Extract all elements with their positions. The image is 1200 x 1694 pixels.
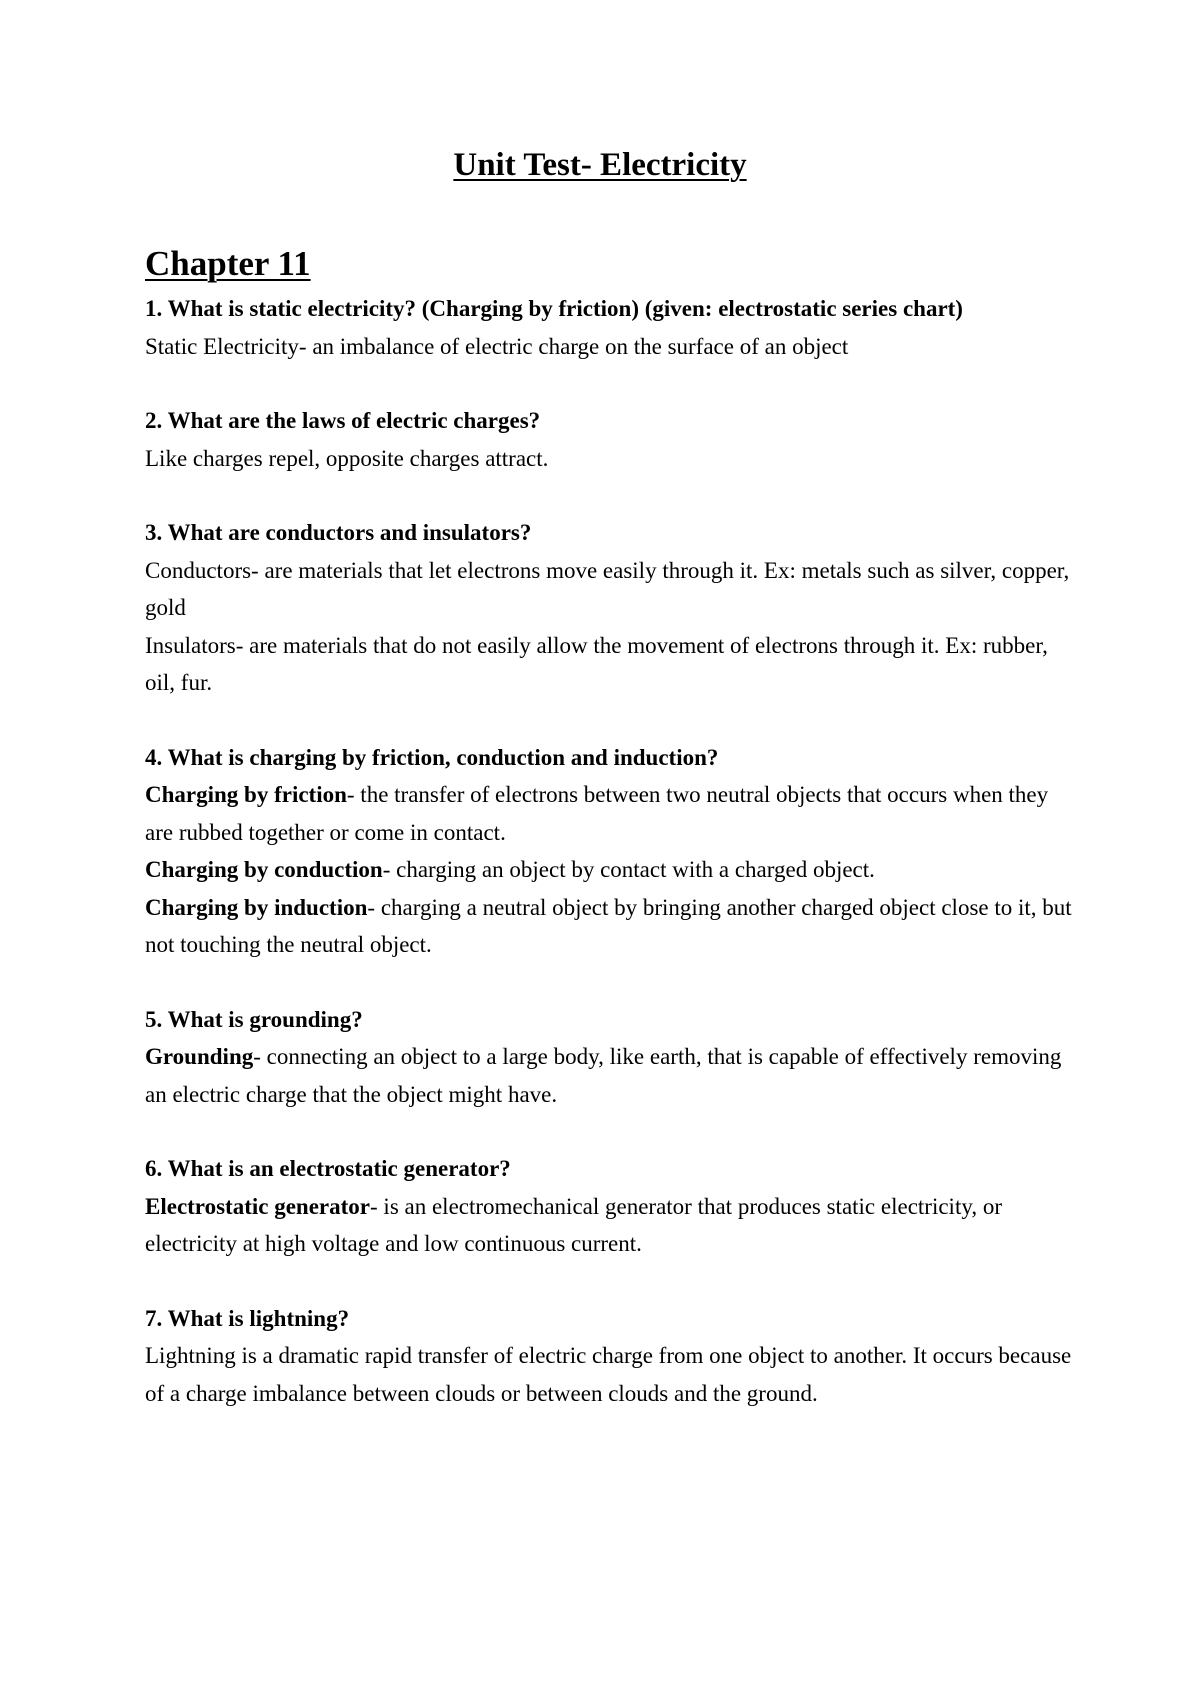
question-block: [145, 1300, 1075, 1413]
answer-definition: - is an electromechanical generator that produces static electricity, or electricity at high voltage and low continuous current.: [145, 1193, 1002, 1256]
answer-definition: Lightning is a dramatic rapid transfer of electric charge from one object to another. It occurs because of a charge imbalance between clouds or between clouds and the ground.: [145, 1343, 1072, 1406]
answer-text: [145, 1038, 1075, 1113]
answer-definition: - the transfer of electrons between two neutral objects that occurs when they are rubbed together or come in contact.: [145, 782, 1049, 845]
question-list: [145, 290, 1075, 1449]
question-text: 7. What is lightning?: [145, 1305, 350, 1331]
answer-text: [145, 889, 1075, 964]
question-block: [145, 290, 1075, 365]
answer-term: Charging by conduction: [145, 857, 383, 882]
answer-text: [145, 851, 1075, 889]
answer-definition: - connecting an object to a large body, like earth, that is capable of effectively removing an electric charge that the object might have.: [145, 1044, 1062, 1107]
answer-text: [145, 1188, 1075, 1263]
question-text: 5. What is grounding?: [145, 1006, 363, 1032]
chapter-heading: Chapter 11: [145, 244, 311, 283]
document-title: Unit Test- Electricity: [453, 147, 747, 183]
answer-term: Grounding: [145, 1044, 254, 1069]
question-block: [145, 402, 1075, 477]
answer-definition: Conductors- are materials that let electrons move easily through it. Ex: metals such as silver, copper, gold: [145, 557, 1070, 620]
question-text: 3. What are conductors and insulators?: [145, 520, 532, 545]
answer-definition: Static Electricity- an imbalance of electric charge on the surface of an object: [145, 333, 849, 359]
answer-text: [145, 627, 1075, 702]
answer-term: Charging by induction: [145, 894, 368, 920]
answer-definition: Insulators- are materials that do not easily allow the movement of electrons through it. Ex: rubber, oil, fur.: [145, 632, 1048, 695]
answer-text: [145, 552, 1075, 627]
answer-term: Charging by friction: [145, 782, 347, 807]
answer-text: [145, 328, 1075, 366]
question-text: 1. What is static electricity? (Charging by friction) (given: electrostatic series chart): [145, 296, 963, 321]
question-text: 6. What is an electrostatic generator?: [145, 1156, 511, 1181]
answer-text: [145, 1337, 1075, 1412]
question-text: 4. What is charging by friction, conduction and induction?: [145, 744, 719, 770]
answer-text: [145, 440, 1075, 478]
answer-definition: Like charges repel, opposite charges attract.: [145, 445, 549, 471]
question-block: [145, 1150, 1075, 1263]
answer-text: [145, 776, 1075, 851]
question-block: [145, 1001, 1075, 1114]
question-block: [145, 739, 1075, 964]
answer-term: Electrostatic generator: [145, 1193, 371, 1219]
question-block: [145, 514, 1075, 702]
answer-definition: - charging an object by contact with a charged object.: [382, 857, 875, 882]
answer-definition: - charging a neutral object by bringing another charged object close to it, but not touching the neutral object.: [145, 894, 1072, 957]
question-text: 2. What are the laws of electric charges?: [145, 408, 541, 433]
